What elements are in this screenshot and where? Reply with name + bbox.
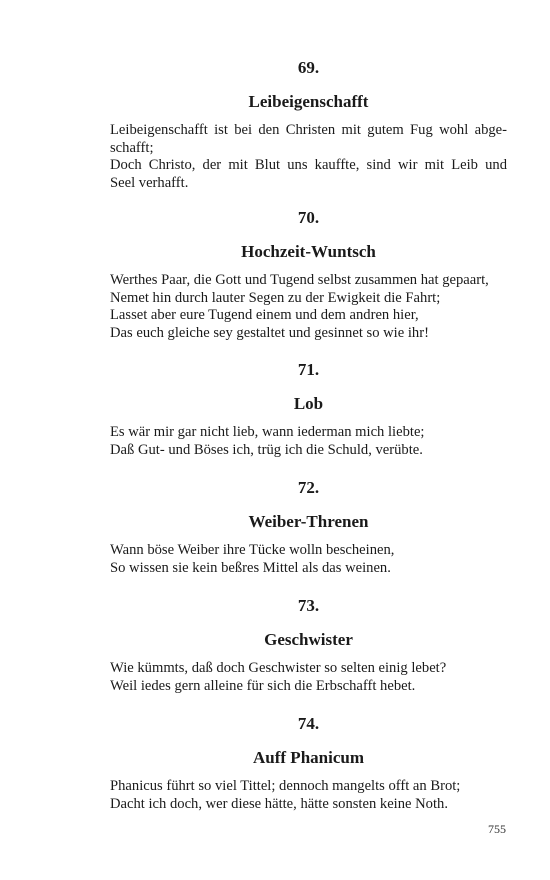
poem-74 [110, 714, 507, 813]
poem-line: Leibeigenschafft ist bei den Christen mit gutem Fug wohl abge- [110, 122, 507, 138]
poem-line: Daß Gut- und Böses ich, trüg ich die Schuld, verübte. [110, 441, 423, 458]
poem-number: 73. [297, 596, 320, 615]
poem-body [110, 542, 507, 577]
poem-71 [110, 360, 507, 459]
poem-title: Auff Phanicum [253, 748, 364, 767]
poem-line: Nemet hin durch lauter Segen zu der Ewigkeit die Fahrt; [110, 289, 441, 306]
poem-body [110, 778, 507, 813]
poem-number: 74. [297, 714, 320, 733]
poem-line: Phanicus führt so viel Tittel; dennoch mangelts offt an Brot; [110, 778, 461, 794]
poem-line: Lasset aber eure Tugend einem und dem andren hier, [110, 307, 419, 323]
poem-body [110, 272, 507, 342]
poem-number: 72. [297, 478, 320, 497]
poem-73 [110, 596, 507, 695]
poem-body [110, 122, 507, 192]
poem-line: Werthes Paar, die Gott und Tugend selbst zusammen hat gepaart, [110, 272, 489, 288]
poem-69 [110, 58, 507, 192]
poem-line: Seel verhafft. [110, 174, 189, 191]
poem-number: 69. [297, 58, 320, 77]
poem-line: So wissen sie kein beßres Mittel als das weinen. [110, 559, 391, 576]
poem-line: Wie kümmts, daß doch Geschwister so selten einig lebet? [110, 660, 447, 676]
poem-number: 71. [297, 360, 320, 379]
poem-title: Hochzeit-Wuntsch [241, 242, 376, 261]
poem-line: Es wär mir gar nicht lieb, wann iederman mich liebte; [110, 424, 425, 440]
poem-line: Wann böse Weiber ihre Tücke wolln bescheinen, [110, 542, 395, 558]
poem-title: Weiber-Threnen [248, 512, 369, 531]
poem-number: 70. [297, 208, 320, 227]
poem-line: Doch Christo, der mit Blut uns kauffte, sind wir mit Leib und [110, 157, 507, 173]
poem-body [110, 660, 507, 695]
poem-70 [110, 208, 507, 342]
poem-body [110, 424, 507, 459]
poem-line: schafft; [110, 139, 154, 156]
poem-line: Weil iedes gern alleine für sich die Erbschafft hebet. [110, 677, 416, 694]
poem-title: Geschwister [264, 630, 353, 649]
poem-title: Lob [293, 394, 324, 413]
page-number: 755 [488, 822, 506, 836]
poem-line: Das euch gleiche sey gestaltet und gesinnet so wie ihr! [110, 324, 429, 341]
poem-line: Dacht ich doch, wer diese hätte, hätte sonsten keine Noth. [110, 795, 448, 812]
poem-title: Leibeigenschafft [248, 92, 369, 111]
poem-72 [110, 478, 507, 577]
